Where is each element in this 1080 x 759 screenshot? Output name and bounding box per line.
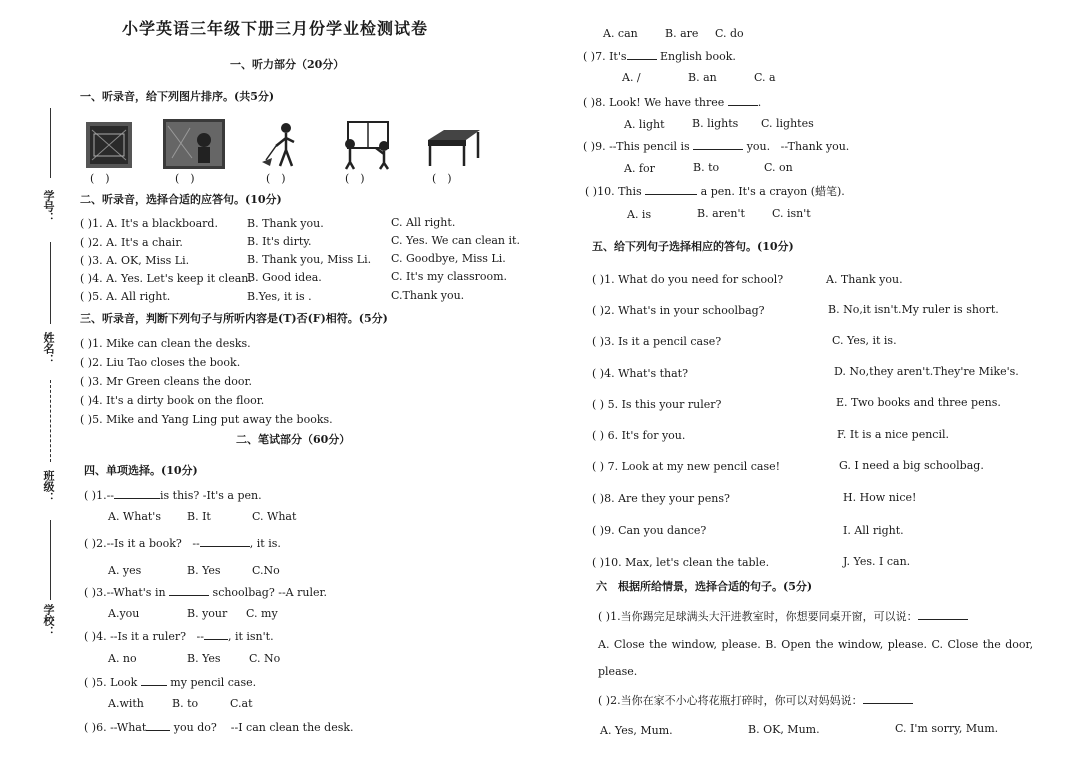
section6-question-1: ( )1.当你踢完足球满头大汗进教室时，你想要同桌开窗，可以说： (598, 609, 968, 624)
name-line (50, 242, 51, 324)
student-number-label: 学号： (42, 190, 55, 223)
section5-answer: E. Two books and three pens. (836, 396, 1001, 409)
blackboard-picture (84, 120, 134, 170)
section5-question: ( )1. What do you need for school? (592, 273, 784, 286)
option-b: B. It (187, 510, 211, 523)
section5-heading: 五、给下列句子选择相应的答句。(10分) (592, 240, 794, 253)
student-number-line (50, 108, 51, 178)
section3-item: ( )2. Liu Tao closes the book. (80, 356, 241, 369)
school-line (50, 520, 51, 600)
section2-heading: 二、听录音，选择合适的应答句。(10分) (80, 193, 282, 206)
section2-option-c: C. Yes. We can clean it. (391, 234, 520, 247)
answer-blank[interactable] (645, 184, 697, 195)
picture-answer-mark[interactable]: ( ) (432, 172, 452, 185)
section3-item: ( )5. Mike and Yang Ling put away the books. (80, 413, 333, 426)
option-a: A. yes (108, 564, 142, 577)
section2-option-c: C. Goodbye, Miss Li. (391, 252, 506, 265)
answer-blank[interactable] (693, 139, 743, 150)
option-a: A. for (624, 162, 655, 175)
answer-blank[interactable] (141, 675, 167, 686)
option-b: B. Yes (187, 652, 221, 665)
option-b: B. OK, Mum. (748, 723, 820, 736)
question-1: ( )1.-- is this? -It's a pen. (84, 489, 262, 502)
section4-heading: 四、单项选择。(10分) (84, 464, 198, 477)
option-b: B. aren't (697, 207, 745, 220)
option-c: C. lightes (761, 117, 814, 130)
section5-answer: A. Thank you. (826, 273, 903, 286)
question-5: ( )5. Look my pencil case. (84, 676, 257, 689)
option-b: B. to (693, 161, 720, 174)
section5-question: ( )9. Can you dance? (592, 524, 707, 537)
option-c: C. What (252, 510, 297, 523)
section5-answer: F. It is a nice pencil. (837, 428, 949, 441)
girl-at-board-picture (162, 118, 226, 170)
section6-options-1-cont: please. (598, 665, 638, 678)
section5-question: ( )3. Is it a pencil case? (592, 335, 722, 348)
option-a: A. can (603, 27, 638, 40)
answer-blank[interactable] (728, 95, 758, 106)
option-a: A. no (108, 652, 137, 665)
option-c: C. do (715, 27, 744, 40)
option-c: C. my (246, 607, 278, 620)
section5-question: ( )8. Are they your pens? (592, 492, 730, 505)
option-a: A.with (108, 697, 144, 710)
picture-answer-mark[interactable]: ( ) (266, 172, 286, 185)
section2-option-c: C.Thank you. (391, 289, 465, 302)
section2-option-a: ( )2. A. It's a chair. (80, 236, 183, 249)
option-c: C.at (230, 697, 253, 710)
question-10: ( )10. This a pen. It's a crayon (蜡笔). (585, 185, 845, 198)
section1-heading: 一、听录音，给下列图片排序。(共5分) (80, 90, 275, 103)
section5-answer: J. Yes. I can. (843, 555, 911, 568)
section5-answer: C. Yes, it is. (832, 334, 897, 347)
section3-item: ( )4. It's a dirty book on the floor. (80, 394, 265, 407)
picture-answer-mark[interactable]: ( ) (90, 172, 110, 185)
option-b: B. your (187, 607, 228, 620)
option-c: C. No (249, 652, 281, 665)
section2-option-c: C. All right. (391, 216, 456, 229)
section3-item: ( )3. Mr Green cleans the door. (80, 375, 253, 388)
section5-answer: B. No,it isn't.My ruler is short. (828, 303, 999, 316)
option-b: B. are (665, 27, 699, 40)
section5-answer: D. No,they aren't.They're Mike's. (834, 365, 1019, 378)
option-a: A. light (624, 118, 665, 131)
section3-heading: 三、听录音，判断下列句子与所听内容是(T)否(F)相符。(5分) (80, 312, 388, 325)
answer-blank[interactable] (146, 720, 170, 731)
question-2: ( )2.--Is it a book? -- , it is. (84, 537, 281, 550)
question-9: ( )9. --This pencil is you. --Thank you. (583, 140, 850, 153)
option-b: B. lights (692, 117, 739, 130)
option-b: B. an (688, 71, 717, 84)
option-a: A. What's (108, 510, 161, 523)
answer-blank[interactable] (169, 585, 209, 596)
question-4: ( )4. --Is it a ruler? -- , it isn't. (84, 630, 274, 643)
section2-option-a: ( )1. A. It's a blackboard. (80, 217, 218, 230)
section5-question: ( ) 5. Is this your ruler? (592, 398, 722, 411)
option-c: C. I'm sorry, Mum. (895, 722, 999, 735)
class-line (50, 380, 51, 462)
part1-heading: 一、听力部分（20分） (230, 58, 345, 71)
section5-answer: G. I need a big schoolbag. (839, 459, 984, 472)
section6-heading: 六 根据所给情景，选择合适的句子。(5分) (596, 580, 813, 593)
answer-blank[interactable] (918, 609, 968, 620)
section5-question: ( )4. What's that? (592, 367, 688, 380)
answer-blank[interactable] (114, 488, 160, 499)
option-c: C.No (252, 564, 280, 577)
option-a: A. / (622, 71, 641, 84)
boy-sweeping-picture (262, 120, 304, 168)
answer-blank[interactable] (200, 536, 250, 547)
section2-option-a: ( )3. A. OK, Miss Li. (80, 254, 190, 267)
section6-options-1: A. Close the window, please. B. Open the window, please. C. Close the door, (598, 638, 1034, 651)
picture-answer-mark[interactable]: ( ) (345, 172, 365, 185)
answer-blank[interactable] (204, 629, 228, 640)
class-label: 班级： (42, 470, 55, 503)
section5-question: ( ) 6. It's for you. (592, 429, 686, 442)
section5-question: ( )10. Max, let's clean the table. (592, 556, 770, 569)
section5-answer: I. All right. (843, 524, 904, 537)
section6-question-2: ( )2.当你在家不小心将花瓶打碎时，你可以对妈妈说： (598, 693, 913, 708)
part2-heading: 二、笔试部分（60分） (236, 433, 351, 446)
question-6: ( )6. --What you do? --I can clean the desk. (84, 721, 354, 734)
section2-option-a: ( )5. A. All right. (80, 290, 171, 303)
desk-picture (424, 126, 482, 168)
question-3: ( )3.--What's in schoolbag? --A ruler. (84, 586, 328, 599)
page-title: 小学英语三年级下册三月份学业检测试卷 (122, 19, 429, 38)
option-b: B. Yes (187, 564, 221, 577)
section2-option-b: B. Thank you. (247, 217, 324, 230)
option-b: B. to (172, 697, 199, 710)
question-8: ( )8. Look! We have three . (583, 96, 762, 109)
children-window-picture (338, 120, 398, 170)
question-7: ( )7. It's English book. (583, 50, 736, 63)
section2-option-b: B. Good idea. (247, 271, 322, 284)
option-c: C. a (754, 71, 776, 84)
option-a: A.you (108, 607, 140, 620)
section5-question: ( ) 7. Look at my new pencil case! (592, 460, 781, 473)
option-c: C. isn't (772, 207, 811, 220)
section3-item: ( )1. Mike can clean the desks. (80, 337, 251, 350)
option-a: A. is (627, 208, 652, 221)
name-label: 姓名： (42, 332, 55, 365)
answer-blank[interactable] (863, 693, 913, 704)
picture-answer-mark[interactable]: ( ) (175, 172, 195, 185)
section5-question: ( )2. What's in your schoolbag? (592, 304, 765, 317)
section2-option-b: B. Thank you, Miss Li. (247, 253, 372, 266)
section2-option-a: ( )4. A. Yes. Let's keep it clean. (80, 272, 252, 285)
section5-answer: H. How nice! (843, 491, 917, 504)
option-c: C. on (764, 161, 793, 174)
answer-blank[interactable] (627, 49, 657, 60)
section2-option-b: B.Yes, it is . (247, 290, 312, 303)
option-a: A. Yes, Mum. (600, 724, 673, 737)
section2-option-b: B. It's dirty. (247, 235, 312, 248)
school-label: 学校： (42, 604, 55, 637)
section2-option-c: C. It's my classroom. (391, 270, 508, 283)
